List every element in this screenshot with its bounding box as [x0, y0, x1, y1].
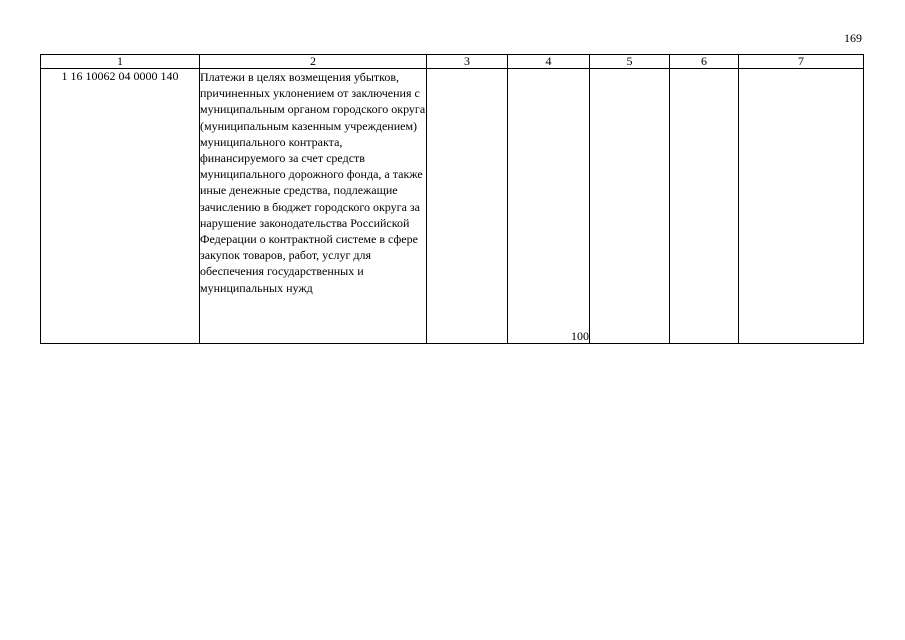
- column-header-2: 2: [200, 55, 427, 69]
- column-7-value: [739, 69, 864, 344]
- document-table: [40, 54, 864, 344]
- column-header-1: 1: [41, 55, 200, 69]
- column-3-value: [427, 69, 508, 344]
- column-5-value: [590, 69, 670, 344]
- column-header-6: 6: [670, 55, 739, 69]
- income-description: Платежи в целях возмещения убытков, причиненных уклонением от заключения с муниципальным органом городского округа (муниципальным казенным учреждением) муниципального контракта, финансируемого за счет средств муниципального дорожного фонда, а также иные денежные средства, подлежащие зачислению в бюджет городского округа за нарушение законодательства Российской Федерации о контрактной системе в сфере закупок товаров, работ, услуг для обеспечения государственных и муниципальных нужд: [200, 69, 427, 344]
- column-4-value: 100: [508, 69, 590, 344]
- page-number: 169: [844, 31, 862, 45]
- column-header-5: 5: [590, 55, 670, 69]
- column-header-7: 7: [739, 55, 864, 69]
- budget-classification-code: 1 16 10062 04 0000 140: [41, 69, 200, 344]
- table-header-row: [41, 55, 864, 69]
- table-row: [41, 69, 864, 344]
- column-header-3: 3: [427, 55, 508, 69]
- column-6-value: [670, 69, 739, 344]
- column-header-4: 4: [508, 55, 590, 69]
